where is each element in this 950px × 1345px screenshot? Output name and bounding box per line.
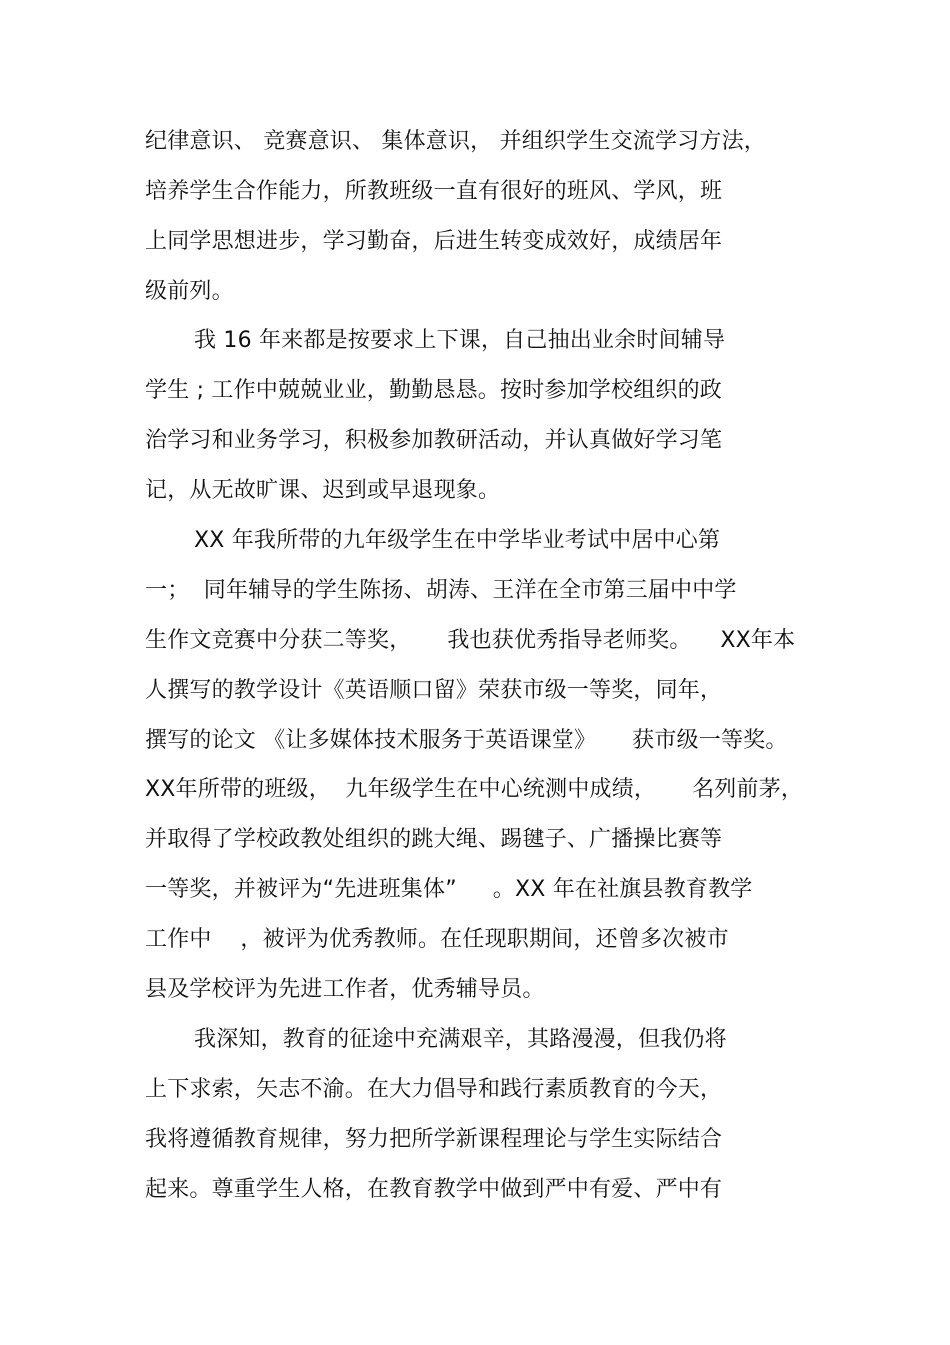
text-line: 县及学校评为先进工作者，优秀辅导员。 xyxy=(145,977,545,1002)
text-line: 人撰写的教学设计《英语顺口留》荣获市级一等奖，同年， xyxy=(145,678,723,703)
text-line: 治学习和业务学习，积极参加教研活动，并认真做好学习笔 xyxy=(145,428,723,453)
text-line: 起来。尊重学生人格，在教育教学中做到严中有爱、严中有 xyxy=(145,1177,723,1202)
text-line: 生作文竞赛中分获二等奖， 我也获优秀指导老师奖。 XX年本 xyxy=(145,628,796,653)
paragraph-first-line: XX 年我所带的九年级学生在中学毕业考试中居中心第 xyxy=(194,528,721,553)
text-line: 一等奖，并被评为“先进班集体” 。XX 年在社旗县教育教学 xyxy=(145,877,753,902)
text-line: XX年所带的班级， 九年级学生在中心统测中成绩， 名列前茅， xyxy=(145,777,804,802)
text-line: 培养学生合作能力，所教班级一直有很好的班风、学风，班 xyxy=(145,179,723,204)
text-line: 工作中 ，被评为优秀教师。在任现职期间，还曾多次被市 xyxy=(145,927,729,952)
paragraph-first-line: 我深知，教育的征途中充满艰辛，其路漫漫，但我仍将 xyxy=(194,1027,727,1052)
text-line: 级前列。 xyxy=(145,279,234,304)
text-line: 上同学思想进步，学习勤奋，后进生转变成效好，成绩居年 xyxy=(145,229,723,254)
text-line: 学生 ; 工作中兢兢业业，勤勤恳恳。按时参加学校组织的政 xyxy=(145,378,723,403)
text-line: 纪律意识、 竞赛意识、 集体意识， 并组织学生交流学习方法， xyxy=(145,129,766,154)
text-line: 并取得了学校政教处组织的跳大绳、踢毽子、广播操比赛等 xyxy=(145,827,723,852)
text-line: 一； 同年辅导的学生陈扬、胡涛、王洋在全市第三届中中学 xyxy=(145,578,737,603)
text-line: 上下求索，矢志不渝。在大力倡导和践行素质教育的今天， xyxy=(145,1077,723,1102)
text-line: 我将遵循教育规律，努力把所学新课程理论与学生实际结合 xyxy=(145,1127,723,1152)
text-line: 撰写的论文 《让多媒体技术服务于英语课堂》 获市级一等奖。 xyxy=(145,728,788,753)
paragraph-first-line: 我 16 年来都是按要求上下课，自己抽出业余时间辅导 xyxy=(194,328,726,353)
text-line: 记，从无故旷课、迟到或早退现象。 xyxy=(145,478,501,503)
